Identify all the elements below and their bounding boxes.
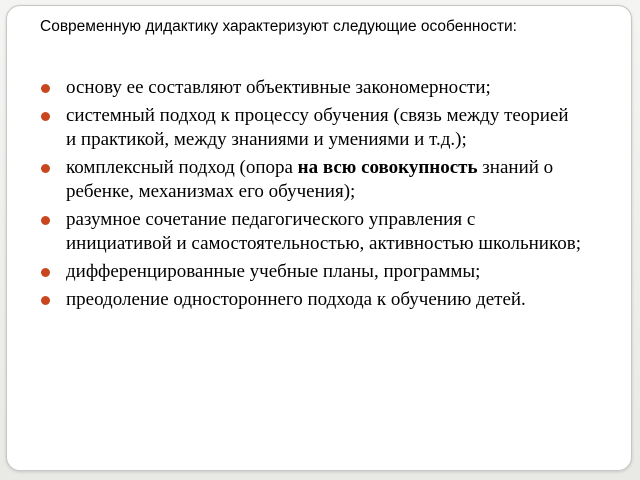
bullet-text: системный подход к процессу обучения (связь между теорией и практикой, между знаниями и умениями и т.д.); (66, 105, 569, 150)
bullet-text: преодоление одностороннего подхода к обучению детей. (66, 289, 526, 310)
bullet-item (41, 288, 581, 312)
slide-title: Современную дидактику характеризуют следующие особенности: (40, 18, 517, 35)
bullet-text-emphasis: на всю совокупность (297, 157, 478, 178)
bullet-dot-icon (41, 112, 50, 121)
bullet-item (41, 156, 581, 204)
bullet-text: дифференцированные учебные планы, программы; (66, 261, 481, 282)
bullet-dot-icon (41, 268, 50, 277)
bullet-text-start: комплексный подход (опора (66, 157, 298, 178)
bullet-text-end: знаний о ребенке, механизмах его обучения); (66, 157, 554, 202)
bullet-dot-icon (41, 84, 50, 93)
bullet-item (41, 104, 581, 152)
bullet-dot-icon (41, 216, 50, 225)
bullet-item (41, 76, 581, 100)
bullet-dot-icon (41, 164, 50, 173)
bullet-item (41, 260, 581, 284)
slide-card (6, 5, 632, 471)
bullet-item (41, 208, 581, 256)
bullet-text: основу ее составляют объективные закономерности; (66, 77, 491, 98)
bullet-list (41, 76, 581, 316)
bullet-dot-icon (41, 296, 50, 305)
bullet-text: разумное сочетание педагогического управления с инициативой и самостоятельностью, активностью школьников; (66, 209, 581, 254)
